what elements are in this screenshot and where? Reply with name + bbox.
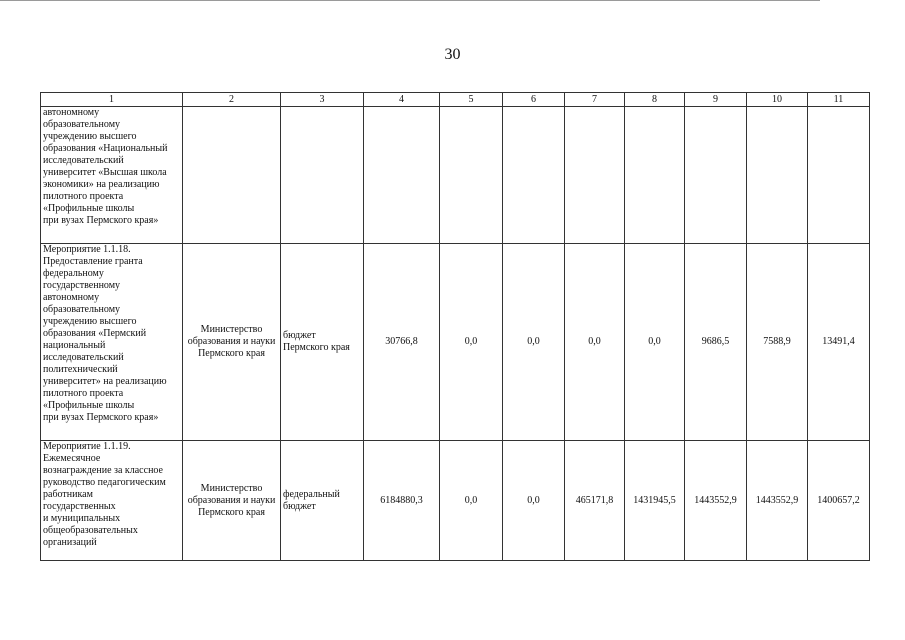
responsible-executor: Министерство образования и науки Пермского края — [183, 244, 281, 441]
funding-source: федеральный бюджет — [281, 441, 364, 561]
program-funding-table — [40, 92, 870, 561]
amount-cell — [364, 107, 440, 244]
column-number: 8 — [625, 93, 685, 107]
column-number: 1 — [41, 93, 183, 107]
event-description: Мероприятие 1.1.19. Ежемесячное вознаграждение за классное руководство педагогическим работникам государственных и муниципальных общеобразовательных организаций — [41, 441, 183, 561]
responsible-executor — [183, 107, 281, 244]
column-number: 10 — [747, 93, 808, 107]
amount-cell: 465171,8 — [565, 441, 625, 561]
amount-cell: 0,0 — [503, 441, 565, 561]
amount-cell: 0,0 — [440, 441, 503, 561]
column-number: 11 — [808, 93, 870, 107]
column-number: 2 — [183, 93, 281, 107]
scan-edge-line — [0, 0, 820, 1]
amount-cell — [565, 107, 625, 244]
table-row — [41, 107, 870, 244]
column-number: 5 — [440, 93, 503, 107]
amount-cell: 0,0 — [440, 244, 503, 441]
event-description: Мероприятие 1.1.18. Предоставление гранта федеральному государственному автономному образовательному учреждению высшего образования «Пермский национальный исследовательский политехнический университет» на реализацию пилотного проекта «Профильные школы при вузах Пермского края» — [41, 244, 183, 441]
table-row — [41, 244, 870, 441]
amount-cell: 9686,5 — [685, 244, 747, 441]
amount-cell: 1431945,5 — [625, 441, 685, 561]
responsible-executor: Министерство образования и науки Пермского края — [183, 441, 281, 561]
amount-cell — [808, 107, 870, 244]
amount-cell: 0,0 — [625, 244, 685, 441]
amount-cell — [625, 107, 685, 244]
amount-cell: 13491,4 — [808, 244, 870, 441]
column-number: 6 — [503, 93, 565, 107]
funding-source: бюджет Пермского края — [281, 244, 364, 441]
column-number: 9 — [685, 93, 747, 107]
table-row — [41, 441, 870, 561]
amount-cell — [440, 107, 503, 244]
column-number-row — [41, 93, 870, 107]
event-description: автономному образовательному учреждению высшего образования «Национальный исследовательский университет «Высшая школа экономики» на реализацию пилотного проекта «Профильные школы при вузах Пермского края» — [41, 107, 183, 244]
amount-cell: 30766,8 — [364, 244, 440, 441]
amount-cell — [503, 107, 565, 244]
amount-cell — [685, 107, 747, 244]
amount-cell: 6184880,3 — [364, 441, 440, 561]
funding-source — [281, 107, 364, 244]
amount-cell: 1443552,9 — [747, 441, 808, 561]
column-number: 4 — [364, 93, 440, 107]
column-number: 7 — [565, 93, 625, 107]
amount-cell: 1443552,9 — [685, 441, 747, 561]
amount-cell — [747, 107, 808, 244]
amount-cell: 1400657,2 — [808, 441, 870, 561]
page-number: 30 — [444, 46, 461, 63]
amount-cell: 0,0 — [565, 244, 625, 441]
column-number: 3 — [281, 93, 364, 107]
amount-cell: 0,0 — [503, 244, 565, 441]
amount-cell: 7588,9 — [747, 244, 808, 441]
